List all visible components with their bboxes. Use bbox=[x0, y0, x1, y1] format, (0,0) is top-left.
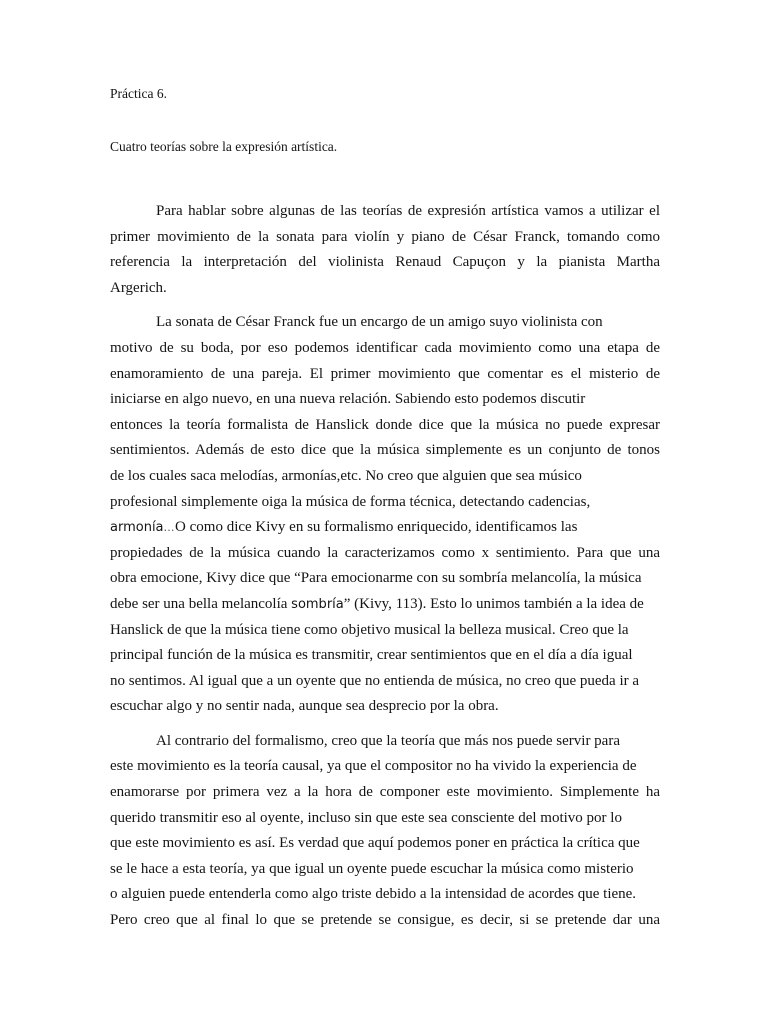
text-line bbox=[110, 592, 660, 618]
text-segment: O como dice Kivy en su formalismo enriquecido, identificamos las bbox=[175, 519, 578, 536]
text-word: sombría bbox=[291, 596, 344, 612]
text-word: armonía bbox=[110, 520, 164, 536]
paragraph-3 bbox=[110, 729, 660, 934]
text-line: referencia la interpretación del violinista Renaud Capuçon y la pianista Martha bbox=[110, 254, 660, 271]
essay-body bbox=[110, 199, 660, 934]
text-line: Argerich. bbox=[110, 279, 167, 296]
text-line: escuchar algo y no sentir nada, aunque sea desprecio por la obra. bbox=[110, 698, 499, 715]
paragraph-2 bbox=[110, 310, 660, 720]
text-line: se le hace a esta teoría, ya que igual un oyente puede escuchar la música como misterio bbox=[110, 860, 634, 877]
text-line: motivo de su boda, por eso podemos identificar cada movimiento como una etapa de bbox=[110, 339, 660, 356]
text-line: enamoramiento de una pareja. El primer movimiento que comentar es el misterio de bbox=[110, 365, 660, 382]
text-line: querido transmitir eso al oyente, incluso sin que este sea consciente del motivo por lo bbox=[110, 809, 622, 826]
text-line: entonces la teoría formalista de Hanslick donde dice que la música no puede expresar bbox=[110, 416, 660, 433]
text-line: obra emocione, Kivy dice que “Para emocionarme con su sombría melancolía, la música bbox=[110, 570, 642, 587]
text-line: Al contrario del formalismo, creo que la teoría que más nos puede servir para bbox=[156, 732, 620, 749]
text-line: que este movimiento es así. Es verdad que aquí podemos poner en práctica la crítica que bbox=[110, 835, 640, 852]
text-line: Para hablar sobre algunas de las teorías de expresión artística vamos a utilizar el bbox=[156, 203, 660, 219]
text-line: primer movimiento de la sonata para violín y piano de César Franck, tomando como bbox=[110, 228, 660, 245]
essay-subtitle: Cuatro teorías sobre la expresión artística. bbox=[110, 139, 338, 154]
paragraph-1 bbox=[110, 199, 660, 301]
text-line: La sonata de César Franck fue un encargo de un amigo suyo violinista con bbox=[156, 314, 603, 331]
ellipsis: … bbox=[163, 521, 176, 535]
text-line: o alguien puede entenderla como algo triste debido a la intensidad de acordes que tiene. bbox=[110, 886, 637, 903]
text-line bbox=[110, 515, 660, 541]
text-line: principal función de la música es transmitir, crear sentimientos que en el día a día igual bbox=[110, 647, 633, 664]
text-line: enamorarse por primera vez a la hora de componer este movimiento. Simplemente ha bbox=[110, 784, 660, 801]
text-line: iniciarse en algo nuevo, en una nueva relación. Sabiendo esto podemos discutir bbox=[110, 391, 586, 408]
text-line: propiedades de la música cuando la caracterizamos como x sentimiento. Para que una bbox=[110, 544, 660, 561]
practice-title: Práctica 6. bbox=[110, 86, 167, 101]
text-line: profesional simplemente oiga la música de forma técnica, detectando cadencias, bbox=[110, 493, 591, 510]
text-line: de los cuales saca melodías, armonías,etc. No creo que alguien que sea músico bbox=[110, 467, 582, 484]
text-segment: ” (Kivy, 113). Esto lo unimos también a la idea de bbox=[343, 595, 644, 612]
text-line: no sentimos. Al igual que a un oyente que no entienda de música, no creo que pueda ir a bbox=[110, 672, 640, 689]
text-line: Pero creo que al final lo que se pretende se consigue, es decir, si se pretende dar una bbox=[110, 912, 660, 929]
text-segment: debe ser una bella melancolía bbox=[110, 595, 292, 612]
text-line: Hanslick de que la música tiene como objetivo musical la belleza musical. Creo que la bbox=[110, 621, 629, 638]
text-line: sentimientos. Además de esto dice que la música simplemente es un conjunto de tonos bbox=[110, 442, 660, 459]
text-line: este movimiento es la teoría causal, ya que el compositor no ha vivido la experiencia de bbox=[110, 758, 637, 775]
